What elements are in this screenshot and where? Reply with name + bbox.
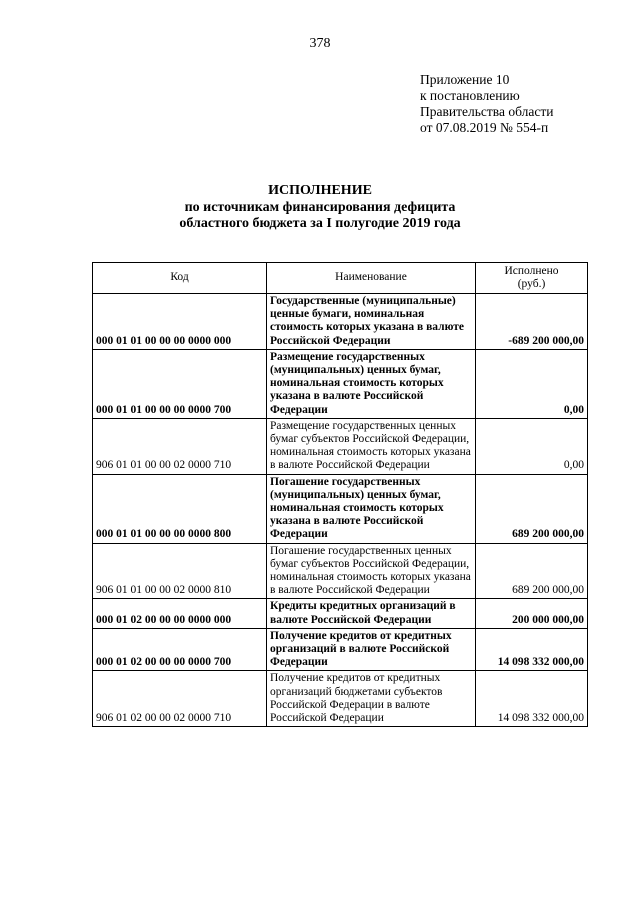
title-line: ИСПОЛНЕНИЕ bbox=[268, 183, 372, 198]
code-cell: 906 01 01 00 00 02 0000 810 bbox=[93, 543, 267, 599]
table-row bbox=[93, 474, 588, 543]
table-row bbox=[93, 671, 588, 727]
amount-cell: 14 098 332 000,00 bbox=[476, 671, 588, 727]
name-cell: Погашение государственных ценных бумаг субъектов Российской Федерации, номинальная стоимость которых указана в валюте Российской Федерации bbox=[267, 543, 476, 599]
code-cell: 000 01 01 00 00 00 0000 700 bbox=[93, 349, 267, 418]
table-row bbox=[93, 628, 588, 671]
title-line: по источникам финансирования дефицита bbox=[184, 199, 456, 215]
page-number: 378 bbox=[309, 36, 331, 51]
name-cell: Кредиты кредитных организаций в валюте Российской Федерации bbox=[267, 599, 476, 628]
amount-cell: 689 200 000,00 bbox=[476, 543, 588, 599]
amount-cell: 689 200 000,00 bbox=[476, 474, 588, 543]
amount-cell: -689 200 000,00 bbox=[476, 294, 588, 350]
appendix-line: от 07.08.2019 № 554-п bbox=[420, 120, 549, 135]
appendix-line: Приложение 10 bbox=[420, 72, 510, 87]
appendix-line: к постановлению bbox=[420, 88, 520, 103]
appendix-line: Правительства области bbox=[420, 104, 554, 119]
table-header-row bbox=[93, 263, 588, 294]
code-cell: 906 01 02 00 00 02 0000 710 bbox=[93, 671, 267, 727]
name-cell: Получение кредитов от кредитных организаций в валюте Российской Федерации bbox=[267, 628, 476, 671]
code-cell: 000 01 02 00 00 00 0000 000 bbox=[93, 599, 267, 628]
table-row bbox=[93, 599, 588, 628]
amount-cell: 0,00 bbox=[476, 418, 588, 474]
code-cell: 906 01 01 00 00 02 0000 710 bbox=[93, 418, 267, 474]
table-row bbox=[93, 349, 588, 418]
execution-table bbox=[92, 262, 588, 727]
header-amount bbox=[476, 263, 588, 294]
code-cell: 000 01 01 00 00 00 0000 800 bbox=[93, 474, 267, 543]
header-code: Код bbox=[93, 263, 267, 294]
name-cell: Получение кредитов от кредитных организаций бюджетами субъектов Российской Федерации в валюте Российской Федерации bbox=[267, 671, 476, 727]
header-amount-line: (руб.) bbox=[517, 278, 546, 290]
code-cell: 000 01 01 00 00 00 0000 000 bbox=[93, 294, 267, 350]
name-cell: Государственные (муниципальные) ценные бумаги, номинальная стоимость которых указана в валюте Российской Федерации bbox=[267, 294, 476, 350]
appendix-note bbox=[420, 72, 553, 136]
table-row bbox=[93, 294, 588, 350]
code-cell: 000 01 02 00 00 00 0000 700 bbox=[93, 628, 267, 671]
amount-cell: 0,00 bbox=[476, 349, 588, 418]
name-cell: Погашение государственных (муниципальных) ценных бумаг, номинальная стоимость которых указана в валюте Российской Федерации bbox=[267, 474, 476, 543]
header-name: Наименование bbox=[267, 263, 476, 294]
table-row bbox=[93, 543, 588, 599]
name-cell: Размещение государственных (муниципальных) ценных бумаг, номинальная стоимость которых указана в валюте Российской Федерации bbox=[267, 349, 476, 418]
amount-cell: 14 098 332 000,00 bbox=[476, 628, 588, 671]
title-line: областного бюджета за I полугодие 2019 года bbox=[179, 216, 461, 231]
name-cell: Размещение государственных ценных бумаг субъектов Российской Федерации, номинальная стоимость которых указана в валюте Российской Федерации bbox=[267, 418, 476, 474]
table-row bbox=[93, 418, 588, 474]
amount-cell: 200 000 000,00 bbox=[476, 599, 588, 628]
header-amount-line: Исполнено bbox=[504, 264, 559, 277]
document-title bbox=[0, 183, 640, 233]
